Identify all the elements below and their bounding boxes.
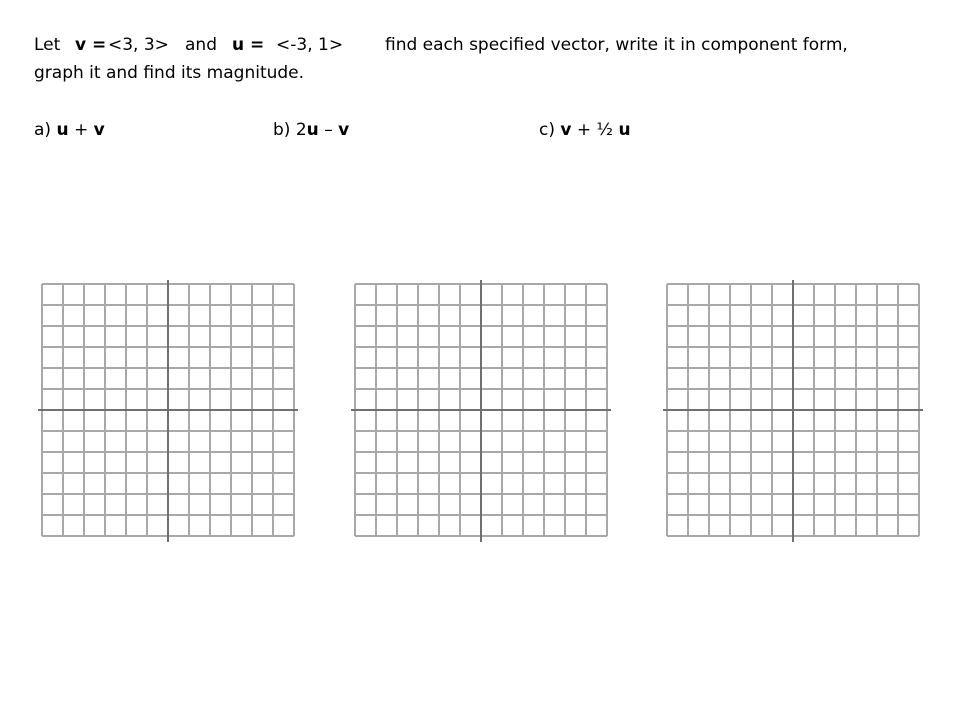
u-value: <-3, 1>: [276, 35, 344, 55]
part-c-coef: ½: [596, 120, 614, 140]
part-b-expr-1: u: [306, 120, 319, 140]
and-word: and: [185, 35, 217, 55]
coordinate-grid-a[interactable]: [38, 280, 302, 546]
part-c-expr-1: v: [560, 120, 572, 140]
let-word: Let: [34, 35, 61, 55]
u-symbol: u: [232, 35, 245, 55]
part-a-expr-2: v: [93, 120, 105, 140]
instruction-text-2: graph it and find its magnitude.: [34, 63, 305, 83]
part-b-coef: 2: [295, 120, 307, 140]
instruction-text-1: find each specified vector, write it in component form,: [385, 35, 848, 55]
part-b: [273, 122, 349, 139]
part-a-label: a): [34, 120, 52, 140]
part-a-op: +: [73, 120, 89, 140]
grid-graphic-c: [663, 280, 927, 546]
v-equals: =: [92, 35, 107, 55]
grid-graphic-b: [351, 280, 615, 546]
v-symbol: v: [75, 35, 87, 55]
part-b-label: b): [273, 120, 291, 140]
part-a: [34, 122, 105, 139]
part-c-op: +: [576, 120, 592, 140]
part-b-expr-2: v: [338, 120, 350, 140]
grid-graphic-a: [38, 280, 302, 546]
part-c: [539, 122, 631, 139]
u-equals: =: [250, 35, 265, 55]
part-c-expr-2: u: [618, 120, 631, 140]
coordinate-grid-b[interactable]: [351, 280, 615, 546]
part-c-label: c): [539, 120, 555, 140]
v-value: <3, 3>: [108, 35, 169, 55]
coordinate-grid-c[interactable]: [663, 280, 927, 546]
part-a-expr-1: u: [56, 120, 69, 140]
part-b-op: –: [324, 120, 333, 140]
